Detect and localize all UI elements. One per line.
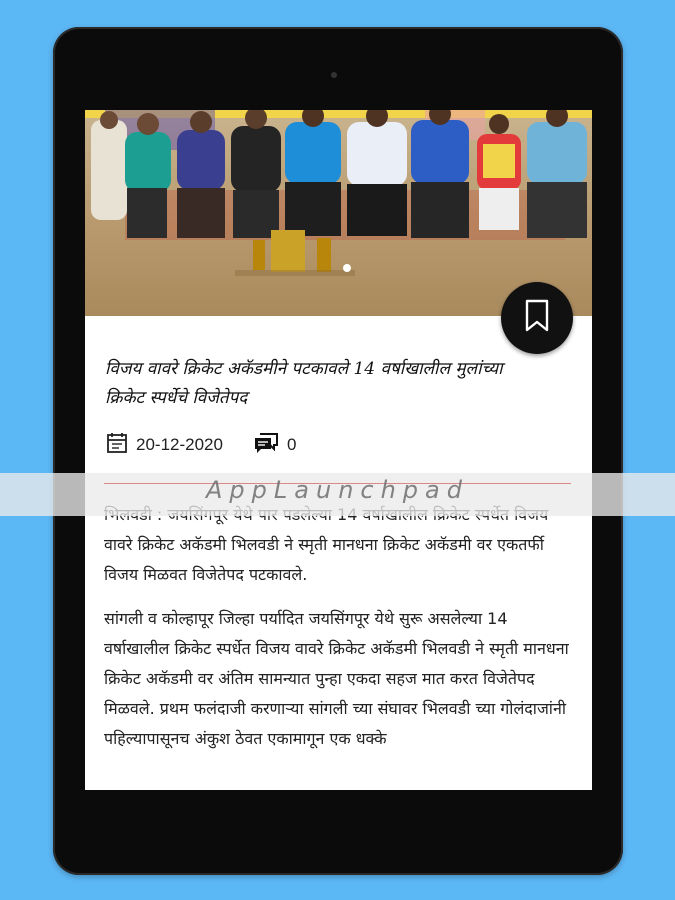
article-hero-image xyxy=(85,110,592,316)
comment-count: 0 xyxy=(286,435,297,454)
article-meta xyxy=(106,431,296,459)
article-paragraph: वावरे क्रिकेट अकॅडमी भिलवडी ने स्मृती मानधना क्रिकेट अकॅडमी वर एकतर्फी विजय मिळवत विजेतेपद पटकावले. xyxy=(104,535,544,584)
calendar-icon xyxy=(106,432,128,459)
article-paragraph: सांगली व कोल्हापूर जिल्हा पर्यादित जयसिंगपूर येथे सुरू असलेल्या 14 वर्षाखालील क्रिकेट स्पर्धेत विजय वावरे क्रिकेट अकॅडमी भिलवडी ने स्मृती मानधना क्रिकेट अकॅडमी वर अंतिम सामन्यात पुन्हा एकदा सहज मात करत विजेतेपद मिळवले. प्रथम फलंदाजी करणाऱ्या सांगली च्या संघावर भिलवडी च्या गोलंदाजांनी पहिल्यापासूनच अंकुश ठेवत एकामागून एक धक्के xyxy=(104,609,569,748)
article-body xyxy=(104,500,574,768)
watermark-text: AppLaunchpad xyxy=(206,476,469,504)
bookmark-icon xyxy=(524,299,550,337)
team-photo xyxy=(85,110,592,316)
article-date: 20-12-2020 xyxy=(136,435,223,454)
front-camera xyxy=(331,72,337,78)
comments-icon[interactable] xyxy=(253,432,279,459)
screen-bezel-bottom xyxy=(85,790,592,793)
bookmark-button[interactable] xyxy=(501,282,573,354)
article-headline: विजय वावरे क्रिकेट अकॅडमीने पटकावले 14 वर्षाखालील मुलांच्या क्रिकेट स्पर्धेचे विजेतेपद xyxy=(105,359,503,408)
